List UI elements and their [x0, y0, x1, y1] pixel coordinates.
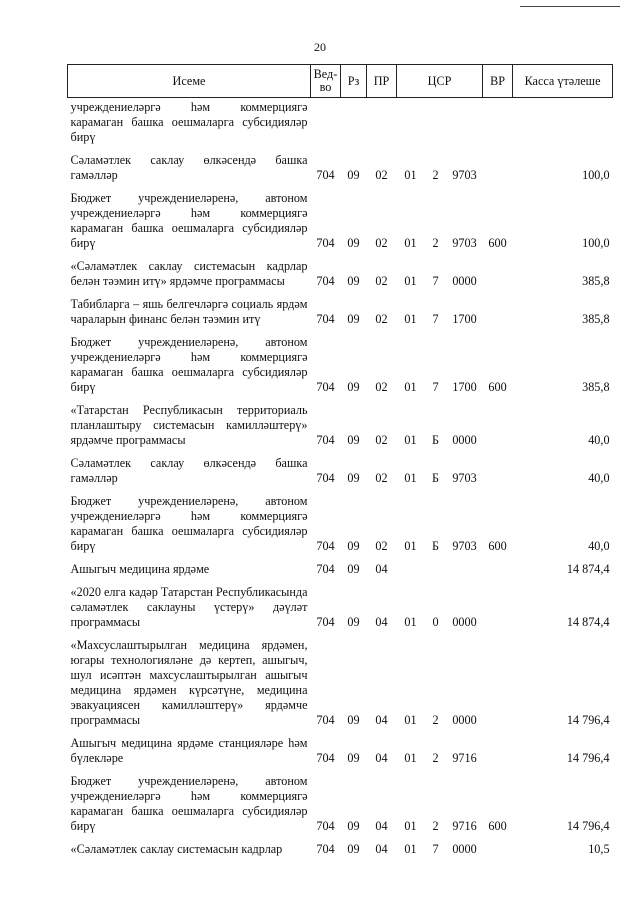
row-pr: 04 [375, 819, 388, 833]
row-name: «Махсуслаштырылган медицина ярдәмен, югары технологияләне дә кертеп, ашыгыч, шул исәптән махсуслаштырылган ашыгыч медицина ярдәмен күрсәтүне, медицина эвакуациясен камилләштерү» ярдәмче программасы [70, 638, 308, 727]
row-ved: 704 [316, 842, 335, 856]
row-csr-subprogram: 2 [432, 713, 439, 727]
table-body [68, 98, 613, 861]
row-vr [483, 633, 513, 731]
row-vr [483, 837, 513, 860]
row-amount: 14 796,4 [566, 751, 610, 765]
row-amount: 385,8 [582, 380, 610, 394]
row-name: Бюджет учреждениеләренә, автоном учреждениеләргә һәм коммерциягә карамаган башка оешмаларга субсидияләр бирү [70, 335, 308, 394]
page-number: 20 [314, 40, 326, 54]
row-rz: 09 [347, 471, 360, 485]
row-csr-subprogram: 2 [432, 751, 439, 765]
row-ved: 704 [316, 274, 335, 288]
row-csr-subprogram [425, 557, 447, 580]
row-vr [483, 557, 513, 580]
table-row [68, 489, 613, 557]
row-vr [483, 254, 513, 292]
col-pr-header: ПР [367, 65, 397, 98]
row-csr-subprogram: Б [432, 433, 439, 447]
row-ved: 704 [316, 615, 335, 629]
row-vr [483, 451, 513, 489]
table-row [68, 98, 613, 149]
row-rz: 09 [347, 274, 360, 288]
row-name: Табибларга – яшь белгечләргә социаль ярдәм чараларын финанс белән тәэмин итү [70, 297, 308, 326]
row-rz: 09 [347, 312, 360, 326]
row-ved [311, 98, 341, 149]
table-row [68, 731, 613, 769]
row-vr [483, 292, 513, 330]
col-vr-header: ВР [483, 65, 513, 98]
row-amount: 14 874,4 [566, 562, 610, 576]
top-rule [520, 6, 620, 7]
row-csr-subprogram: 2 [432, 819, 439, 833]
row-amount [513, 98, 613, 149]
row-csr-program: 01 [404, 751, 417, 765]
col-ved-header: Вед-во [311, 65, 341, 98]
row-csr-direction: 0000 [452, 713, 477, 727]
row-name: Ашыгыч медицина ярдәме [70, 562, 210, 576]
row-csr-subprogram: 7 [432, 312, 439, 326]
row-amount: 40,0 [588, 539, 610, 553]
row-csr-direction: 0000 [452, 433, 477, 447]
row-csr-program [397, 98, 425, 149]
row-pr: 04 [375, 842, 388, 856]
col-kassa-header: Касса үтәлеше [513, 65, 613, 98]
row-csr-program [397, 557, 425, 580]
row-rz: 09 [347, 819, 360, 833]
row-csr-direction: 9703 [452, 539, 477, 553]
row-pr: 02 [375, 236, 388, 250]
table-row [68, 633, 613, 731]
row-csr-subprogram: 7 [432, 842, 439, 856]
row-csr-program: 01 [404, 539, 417, 553]
row-csr-direction: 9716 [452, 819, 477, 833]
row-amount: 14 874,4 [566, 615, 610, 629]
row-csr-program: 01 [404, 842, 417, 856]
row-csr-program: 01 [404, 615, 417, 629]
row-pr: 02 [375, 539, 388, 553]
row-pr: 02 [375, 312, 388, 326]
row-csr-direction: 9716 [452, 751, 477, 765]
row-vr [483, 98, 513, 149]
row-pr: 04 [375, 562, 388, 576]
row-vr: 600 [488, 380, 507, 394]
row-csr-direction: 9703 [452, 471, 477, 485]
row-csr-direction: 0000 [452, 615, 477, 629]
row-name: «Татарстан Республикасын территориаль планлаштыру системасын камилләштерү» ярдәмче программасы [70, 403, 308, 447]
row-csr-direction [447, 98, 483, 149]
row-csr-direction [447, 557, 483, 580]
row-csr-direction: 0000 [452, 274, 477, 288]
row-name: «Сәламәтлек саклау системасын кадрлар [70, 842, 283, 856]
row-pr: 04 [375, 713, 388, 727]
row-vr [483, 148, 513, 186]
row-ved: 704 [316, 751, 335, 765]
row-vr [483, 580, 513, 633]
row-csr-subprogram: Б [432, 539, 439, 553]
row-rz: 09 [347, 751, 360, 765]
table-row [68, 398, 613, 451]
table-row [68, 330, 613, 398]
row-csr-direction: 0000 [452, 842, 477, 856]
row-ved: 704 [316, 562, 335, 576]
row-vr: 600 [488, 236, 507, 250]
row-rz: 09 [347, 236, 360, 250]
table-header [68, 65, 613, 98]
row-rz: 09 [347, 433, 360, 447]
row-name: Ашыгыч медицина ярдәме станцияләре һәм бүлекләре [70, 736, 308, 765]
row-ved: 704 [316, 168, 335, 182]
row-pr: 04 [375, 615, 388, 629]
row-rz: 09 [347, 562, 360, 576]
row-csr-direction: 9703 [452, 236, 477, 250]
row-csr-program: 01 [404, 380, 417, 394]
row-csr-subprogram: Б [432, 471, 439, 485]
row-pr [367, 98, 397, 149]
row-name: Сәламәтлек саклау өлкәсендә башка гамәлләр [70, 456, 308, 485]
row-ved: 704 [316, 433, 335, 447]
row-ved: 704 [316, 819, 335, 833]
row-amount: 40,0 [588, 433, 610, 447]
row-ved: 704 [316, 312, 335, 326]
row-pr: 02 [375, 274, 388, 288]
table-row [68, 580, 613, 633]
row-csr-subprogram: 7 [432, 380, 439, 394]
row-vr [483, 398, 513, 451]
col-rz-header: Рз [341, 65, 367, 98]
budget-table [67, 64, 613, 860]
row-csr-program: 01 [404, 433, 417, 447]
row-ved: 704 [316, 539, 335, 553]
table-row [68, 451, 613, 489]
row-csr-subprogram [425, 98, 447, 149]
row-vr: 600 [488, 539, 507, 553]
row-csr-subprogram: 0 [432, 615, 439, 629]
table-row [68, 557, 613, 580]
row-csr-program: 01 [404, 274, 417, 288]
col-csr-header: ЦСР [397, 65, 483, 98]
table-row [68, 837, 613, 860]
row-csr-program: 01 [404, 819, 417, 833]
row-rz: 09 [347, 168, 360, 182]
row-rz: 09 [347, 842, 360, 856]
row-name: Бюджет учреждениеләренә, автоном учреждениеләргә һәм коммерциягә карамаган башка оешмаларга субсидияләр бирү [70, 494, 308, 553]
row-name: Сәламәтлек саклау өлкәсендә башка гамәлләр [70, 153, 308, 182]
row-amount: 385,8 [582, 312, 610, 326]
row-amount: 10,5 [588, 842, 610, 856]
row-vr [483, 731, 513, 769]
table-row [68, 292, 613, 330]
row-csr-subprogram: 2 [432, 168, 439, 182]
row-rz: 09 [347, 615, 360, 629]
row-ved: 704 [316, 380, 335, 394]
table-row [68, 769, 613, 837]
row-csr-program: 01 [404, 312, 417, 326]
table-row [68, 254, 613, 292]
row-ved: 704 [316, 236, 335, 250]
col-name-header: Исеме [68, 65, 311, 98]
row-name: Бюджет учреждениеләренә, автоном учреждениеләргә һәм коммерциягә карамаган башка оешмаларга субсидияләр бирү [70, 774, 308, 833]
row-pr: 02 [375, 380, 388, 394]
row-amount: 100,0 [582, 168, 610, 182]
row-rz: 09 [347, 380, 360, 394]
row-csr-program: 01 [404, 168, 417, 182]
row-csr-direction: 1700 [452, 312, 477, 326]
row-csr-program: 01 [404, 236, 417, 250]
row-name: «2020 елга кадәр Татарстан Республикасында сәламәтлек саклауны үстерү» дәүләт программасы [70, 585, 308, 629]
row-csr-subprogram: 7 [432, 274, 439, 288]
row-csr-direction: 1700 [452, 380, 477, 394]
row-name: учреждениеләргә һәм коммерциягә карамаган башка оешмаларга субсидияләр бирү [70, 100, 308, 144]
row-pr: 04 [375, 751, 388, 765]
row-amount: 385,8 [582, 274, 610, 288]
row-amount: 100,0 [582, 236, 610, 250]
row-name: «Сәламәтлек саклау системасын кадрлар белән тәэмин итү» ярдәмче программасы [70, 259, 308, 288]
table-row [68, 148, 613, 186]
row-pr: 02 [375, 471, 388, 485]
row-amount: 40,0 [588, 471, 610, 485]
row-csr-program: 01 [404, 713, 417, 727]
row-ved: 704 [316, 471, 335, 485]
row-amount: 14 796,4 [566, 713, 610, 727]
row-rz: 09 [347, 713, 360, 727]
row-rz [341, 98, 367, 149]
row-csr-program: 01 [404, 471, 417, 485]
row-amount: 14 796,4 [566, 819, 610, 833]
row-vr: 600 [488, 819, 507, 833]
row-csr-subprogram: 2 [432, 236, 439, 250]
row-csr-direction: 9703 [452, 168, 477, 182]
row-ved: 704 [316, 713, 335, 727]
row-name: Бюджет учреждениеләренә, автоном учреждениеләргә һәм коммерциягә карамаган башка оешмаларга субсидияләр бирү [70, 191, 308, 250]
row-rz: 09 [347, 539, 360, 553]
table-row [68, 186, 613, 254]
row-pr: 02 [375, 168, 388, 182]
row-pr: 02 [375, 433, 388, 447]
